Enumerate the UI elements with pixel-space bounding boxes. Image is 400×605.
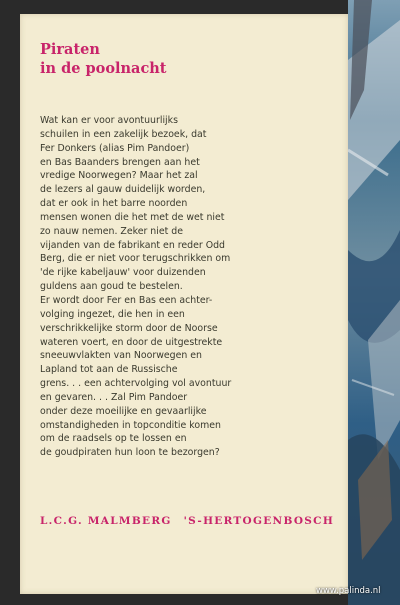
storm-illustration	[348, 0, 400, 605]
blurb-line: schuilen in een zakelijk bezoek, dat	[40, 128, 207, 140]
blurb-line: Lapland tot aan de Russische	[40, 364, 178, 376]
blurb-line: guldens aan goud te bestelen.	[40, 281, 183, 293]
blurb-line: 'de rijke kabeljauw' voor duizenden	[40, 267, 206, 279]
spine-illustration-strip	[348, 0, 400, 605]
blurb-line: dat er ook in het barre noorden	[40, 198, 188, 210]
blurb-line: Wat kan er voor avontuurlijks	[40, 115, 178, 126]
publisher-city: 'S-HERTOGENBOSCH	[183, 515, 335, 527]
blurb-line: de lezers al gauw duidelijk worden,	[40, 184, 206, 196]
site-watermark: www.palinda.nl	[316, 586, 381, 596]
blurb-line: en Bas Baanders brengen aan het	[40, 156, 200, 168]
blurb-line: wateren voert, en door de uitgestrekte	[40, 336, 223, 348]
blurb-line: Fer Donkers (alias Pim Pandoer)	[40, 142, 190, 154]
blurb-line: de goudpiraten hun loon te bezorgen?	[40, 447, 220, 459]
blurb-line: vijanden van de fabrikant en reder Odd	[40, 239, 226, 251]
blurb-line: onder deze moeilijke en gevaarlijke	[40, 405, 207, 417]
blurb-line: en gevaren. . . Zal Pim Pandoer	[40, 391, 188, 403]
book-title	[40, 40, 167, 78]
publisher-name: L.C.G. MALMBERG	[40, 515, 172, 527]
blurb-line: vredige Noorwegen? Maar het zal	[40, 170, 198, 182]
blurb-line: volging ingezet, die hen in een	[40, 308, 185, 320]
blurb-line: omstandigheden in topconditie komen	[40, 419, 221, 431]
blurb-line: Berg, die er niet voor terugschrikken om	[40, 253, 231, 265]
blurb-line: om de raadsels op te lossen en	[40, 433, 187, 445]
blurb-line: Er wordt door Fer en Bas een achter-	[40, 294, 213, 306]
book-blurb	[40, 114, 340, 460]
blurb-line: sneeuwvlakten van Noorwegen en	[40, 350, 203, 362]
blurb-line: verschrikkelijke storm door de Noorse	[40, 322, 218, 334]
blurb-line: grens. . . een achtervolging vol avontuur	[40, 378, 232, 390]
blurb-line: zo nauw nemen. Zeker niet de	[40, 225, 184, 237]
publisher-imprint	[40, 515, 340, 527]
blurb-line: mensen wonen die het met de wet niet	[40, 211, 225, 223]
book-title-line-2: in de poolnacht	[40, 60, 167, 77]
book-title-line-1: Piraten	[40, 41, 100, 58]
